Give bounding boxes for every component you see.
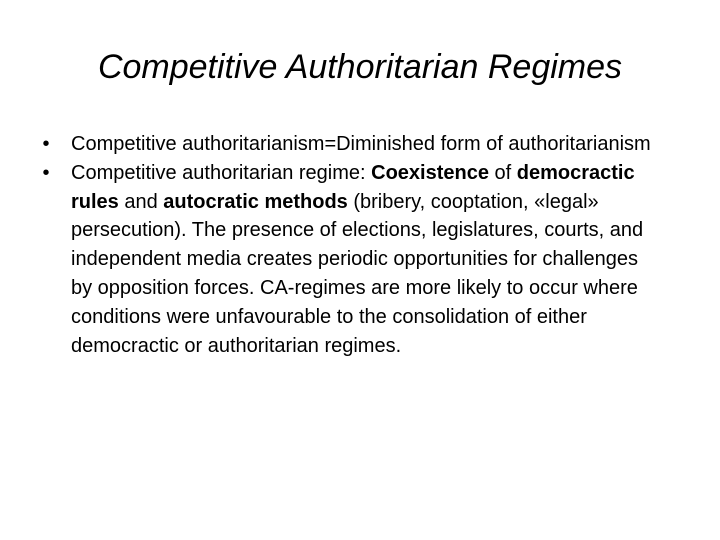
- emphasis-democratic-rules: democractic rules: [71, 161, 635, 213]
- bullet-item-regime: [36, 159, 656, 361]
- bullet-text: Competitive authoritarianism=Diminished form of authoritarianism: [71, 133, 651, 155]
- bullet-item-definition: [36, 130, 656, 159]
- bullet-text-rest: (bribery, cooptation, «legal» persecution). The presence of elections, legislatures, courts, and independent media creates periodic opportunities for challenges by opposition forces. CA-regimes are more likely to occur where conditions were unfavourable to the consolidation of either democractic or authoritarian regimes.: [71, 190, 644, 357]
- bullet-text-connector: and: [118, 190, 164, 213]
- bullet-text-connector: of: [488, 161, 517, 184]
- emphasis-autocratic-methods: autocratic methods: [163, 190, 348, 213]
- slide-title: Competitive Authoritarian Regimes: [97, 48, 623, 86]
- bullet-list: [36, 130, 656, 360]
- emphasis-coexistence: Coexistence: [371, 161, 489, 184]
- bullet-dot-icon: •: [42, 161, 50, 184]
- bullet-text-intro: Competitive authoritarian regime:: [71, 161, 372, 184]
- bullet-dot-icon: •: [42, 133, 50, 155]
